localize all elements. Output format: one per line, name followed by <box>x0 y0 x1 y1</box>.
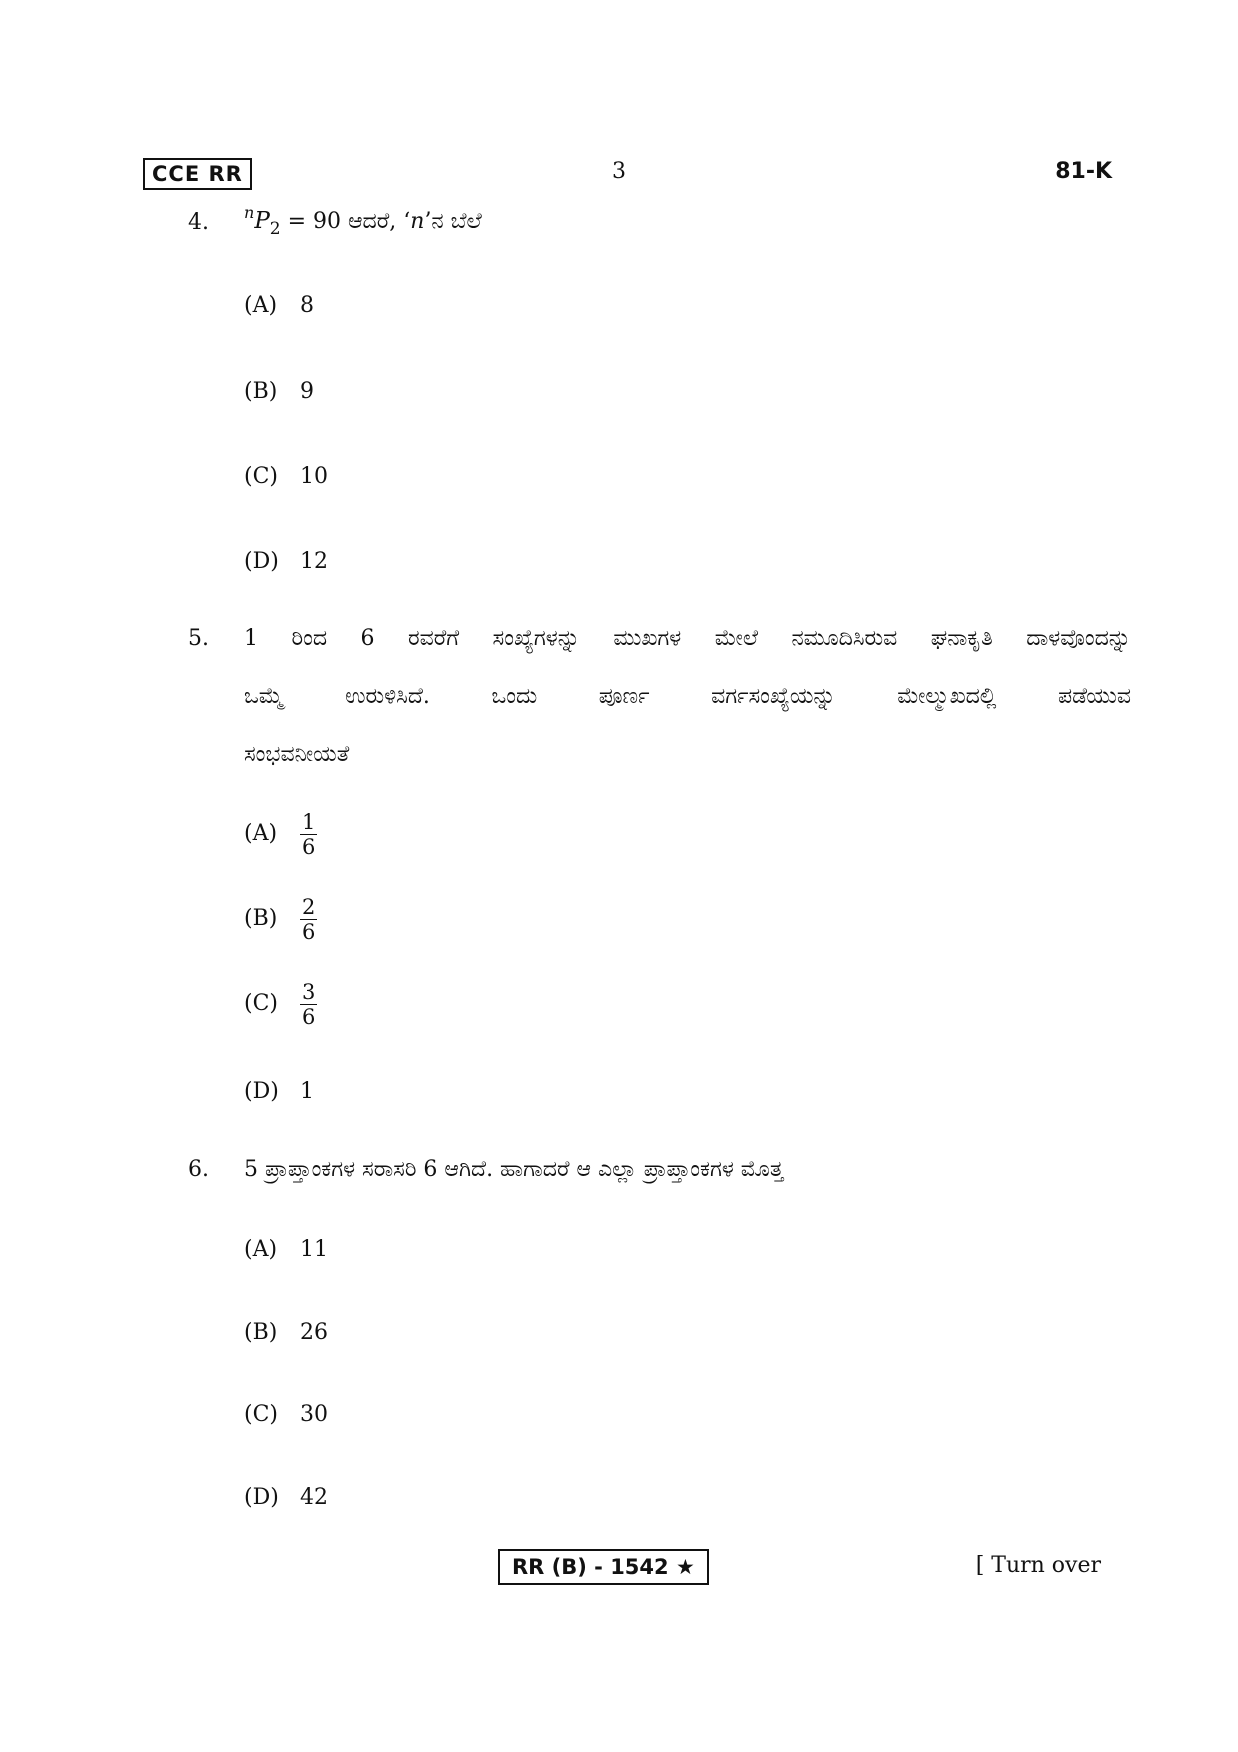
turn-over-note: [ Turn over <box>975 1553 1101 1578</box>
option-4b <box>244 377 314 407</box>
option-value: 30 <box>300 1402 328 1427</box>
math-symbol: P <box>254 208 270 234</box>
option-label: (B) <box>244 1320 278 1345</box>
fraction-numerator: 2 <box>302 894 316 919</box>
question-text: 5 ಪ್ರಾಪ್ತಾಂಕಗಳ ಸರಾಸರಿ 6 ಆಗಿದೆ. ಹಾಗಾದರೆ ಆ ಎಲ್ಲಾ ಪ್ರಾಪ್ತಾಂಕಗಳ ಮೊತ್ತ <box>244 1157 784 1182</box>
option-value: 11 <box>300 1237 328 1262</box>
fraction-denominator: 6 <box>302 919 316 944</box>
fraction-numerator: 1 <box>302 809 316 834</box>
question-text-line: ಒಮ್ಮೆ ಉರುಳಿಸಿದೆ. ಒಂದು ಪೂರ್ಣ ವರ್ಗಸಂಖ್ಯೆಯನ್ನು ಮೇಲ್ಮುಖದಲ್ಲಿ ಪಡೆಯುವ <box>244 684 1131 709</box>
fraction <box>300 810 317 859</box>
option-5a <box>244 804 317 864</box>
option-value: 12 <box>300 549 328 574</box>
option-label: (B) <box>244 906 278 931</box>
option-4d <box>244 547 328 577</box>
footer-paper-code: RR (B) - 1542 ★ <box>498 1549 709 1585</box>
option-6c <box>244 1400 328 1430</box>
fraction <box>300 895 317 944</box>
question-text <box>244 610 1131 784</box>
math-subscript: 2 <box>269 219 281 239</box>
option-5d <box>244 1077 314 1107</box>
option-value: 1 <box>300 1079 314 1104</box>
option-value: 42 <box>300 1485 328 1510</box>
option-6d <box>244 1483 328 1513</box>
option-5c <box>244 974 317 1034</box>
fraction-denominator: 6 <box>302 1004 316 1029</box>
math-variable: n <box>410 209 425 234</box>
option-label: (C) <box>244 991 278 1016</box>
question-text-line: 1 ರಿಂದ 6 ರವರೆಗೆ ಸಂಖ್ಯೆಗಳನ್ನು ಮುಖಗಳ ಮೇಲೆ ನಮೂದಿಸಿರುವ ಘನಾಕೃತಿ ದಾಳವೊಂದನ್ನು <box>244 626 1131 651</box>
option-6b <box>244 1318 328 1348</box>
header-right-code: 81-K <box>1055 159 1112 184</box>
option-label: (A) <box>244 821 278 846</box>
fraction <box>300 980 317 1029</box>
option-value: 26 <box>300 1320 328 1345</box>
question-text-line: ಸಂಭವನೀಯತೆ <box>244 742 350 767</box>
fraction-numerator: 3 <box>302 979 316 1004</box>
question-text <box>244 203 482 239</box>
page-number: 3 <box>612 159 626 184</box>
option-label: (A) <box>244 1237 278 1262</box>
question-number: 5. <box>188 626 209 651</box>
option-label: (A) <box>244 293 278 318</box>
option-label: (B) <box>244 379 278 404</box>
option-5b <box>244 889 317 949</box>
option-value: 8 <box>300 293 314 318</box>
option-label: (C) <box>244 464 278 489</box>
option-value: 10 <box>300 464 328 489</box>
question-number: 6. <box>188 1157 209 1182</box>
question-text-part: ’ನ ಬೆಲೆ <box>424 209 482 234</box>
option-6a <box>244 1235 328 1265</box>
option-4c <box>244 462 328 492</box>
option-value: 9 <box>300 379 314 404</box>
header-left-code: CCE RR <box>143 158 252 190</box>
fraction-denominator: 6 <box>302 834 316 859</box>
option-label: (C) <box>244 1402 278 1427</box>
option-label: (D) <box>244 1485 279 1510</box>
option-label: (D) <box>244 1079 279 1104</box>
option-4a <box>244 291 314 321</box>
option-label: (D) <box>244 549 279 574</box>
math-superscript: n <box>244 203 255 222</box>
question-number: 4. <box>188 210 209 235</box>
question-text-part: = 90 ಆದರೆ, ‘ <box>280 209 411 234</box>
